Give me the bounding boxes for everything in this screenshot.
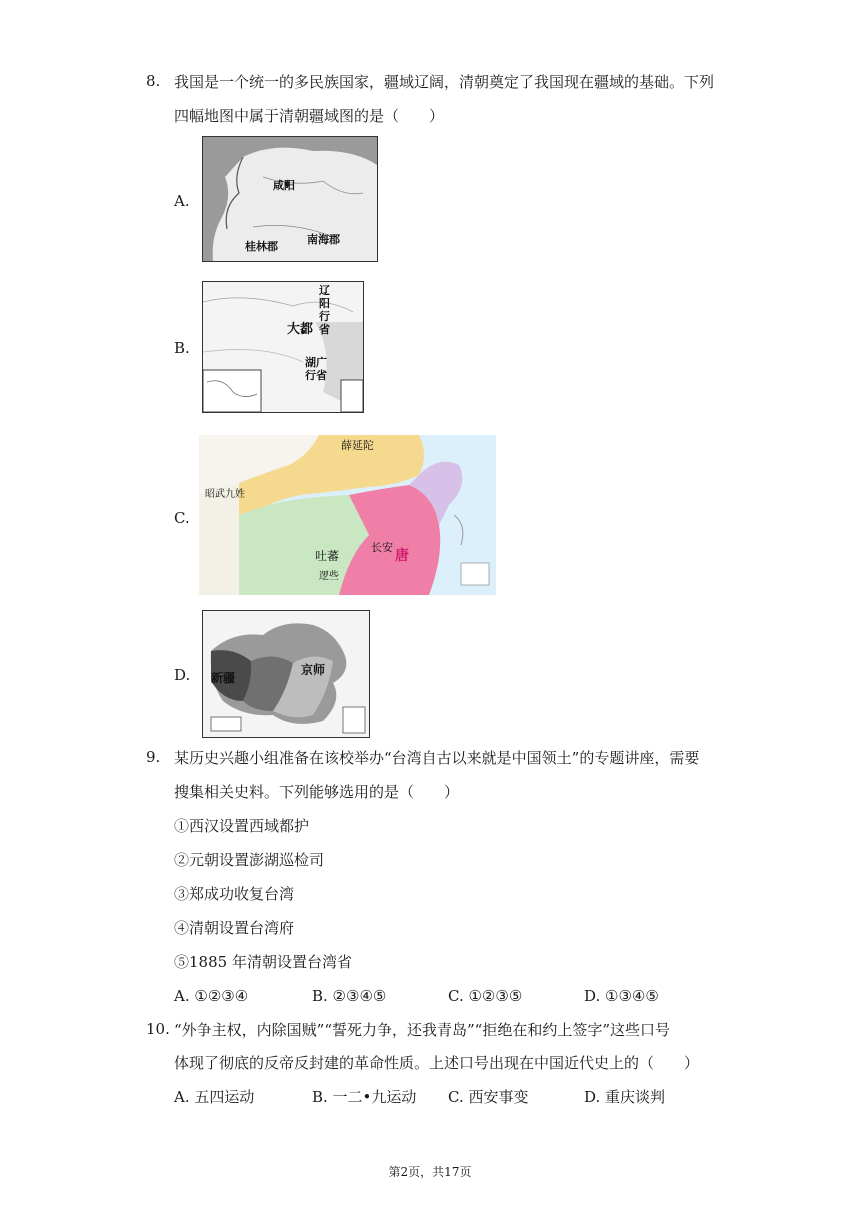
question-text-line: 搜集相关史料。下列能够选用的是（ ） — [174, 783, 460, 801]
map-label: 咸阳 — [273, 179, 295, 192]
map-label: 大都 — [287, 322, 314, 337]
map-label: 吐蕃 — [315, 549, 340, 563]
answer-choice-b[interactable]: B. 一二•九运动 — [312, 1088, 417, 1106]
answer-choice-b[interactable]: B. ②③④⑤ — [312, 987, 387, 1005]
answer-choice-d[interactable]: D. 重庆谈判 — [584, 1088, 666, 1106]
list-item: ①西汉设置西域都护 — [174, 817, 310, 835]
map-d-qing[interactable] — [202, 610, 370, 738]
option-letter-c[interactable]: C. — [174, 509, 190, 527]
question-text-line: 四幅地图中属于清朝疆域图的是（ ） — [174, 107, 445, 125]
map-label: 辽阳行省 — [319, 284, 330, 336]
option-letter-d[interactable]: D. — [174, 666, 191, 684]
map-label: 昭武九姓 — [205, 489, 245, 500]
answer-choice-a[interactable]: A. ①②③④ — [174, 987, 249, 1005]
map-label: 长安 — [371, 541, 393, 554]
list-item: ⑤1885 年清朝设置台湾省 — [174, 953, 352, 971]
map-label: 唐 — [395, 548, 409, 564]
answer-choice-c[interactable]: C. 西安事变 — [448, 1088, 529, 1106]
map-label: 逻些 — [319, 571, 339, 582]
question-text-line: “外争主权，内除国贼”“誓死力争，还我青岛”“拒绝在和约上签字”这些口号 — [174, 1021, 671, 1039]
map-c-image — [199, 435, 496, 595]
question-text-line: 某历史兴趣小组准备在该校举办“台湾自古以来就是中国领土”的专题讲座，需要 — [174, 749, 700, 767]
question-number: 8. — [146, 72, 161, 90]
map-a-qin[interactable] — [202, 136, 378, 262]
map-a-image — [203, 137, 377, 261]
question-text-line: 体现了彻底的反帝反封建的革命性质。上述口号出现在中国近代史上的（ ） — [174, 1054, 700, 1072]
list-item: ④清朝设置台湾府 — [174, 919, 295, 937]
map-b-yuan[interactable] — [202, 281, 364, 413]
map-label: 桂林郡 — [245, 240, 278, 253]
map-label: 京师 — [301, 663, 326, 677]
question-text-line: 我国是一个统一的多民族国家，疆域辽阔，清朝奠定了我国现在疆域的基础。下列 — [174, 73, 715, 91]
option-letter-b[interactable]: B. — [174, 339, 190, 357]
question-number: 9. — [146, 748, 161, 766]
list-item: ③郑成功收复台湾 — [174, 885, 295, 903]
option-letter-a[interactable]: A. — [174, 192, 190, 210]
answer-choice-d[interactable]: D. ①③④⑤ — [584, 987, 659, 1005]
question-number: 10. — [146, 1020, 170, 1038]
page-footer: 第2页，共17页 — [388, 1165, 472, 1179]
list-item: ②元朝设置澎湖巡检司 — [174, 851, 325, 869]
answer-choice-a[interactable]: A. 五四运动 — [174, 1088, 255, 1106]
answer-choice-c[interactable]: C. ①②③⑤ — [448, 987, 523, 1005]
map-c-tang[interactable] — [199, 435, 496, 595]
map-label: 湖广行省 — [305, 356, 327, 382]
map-label: 南海郡 — [307, 233, 340, 246]
map-label: 新疆 — [211, 671, 236, 685]
map-b-image — [203, 282, 363, 412]
map-label: 薛延陀 — [341, 439, 374, 452]
